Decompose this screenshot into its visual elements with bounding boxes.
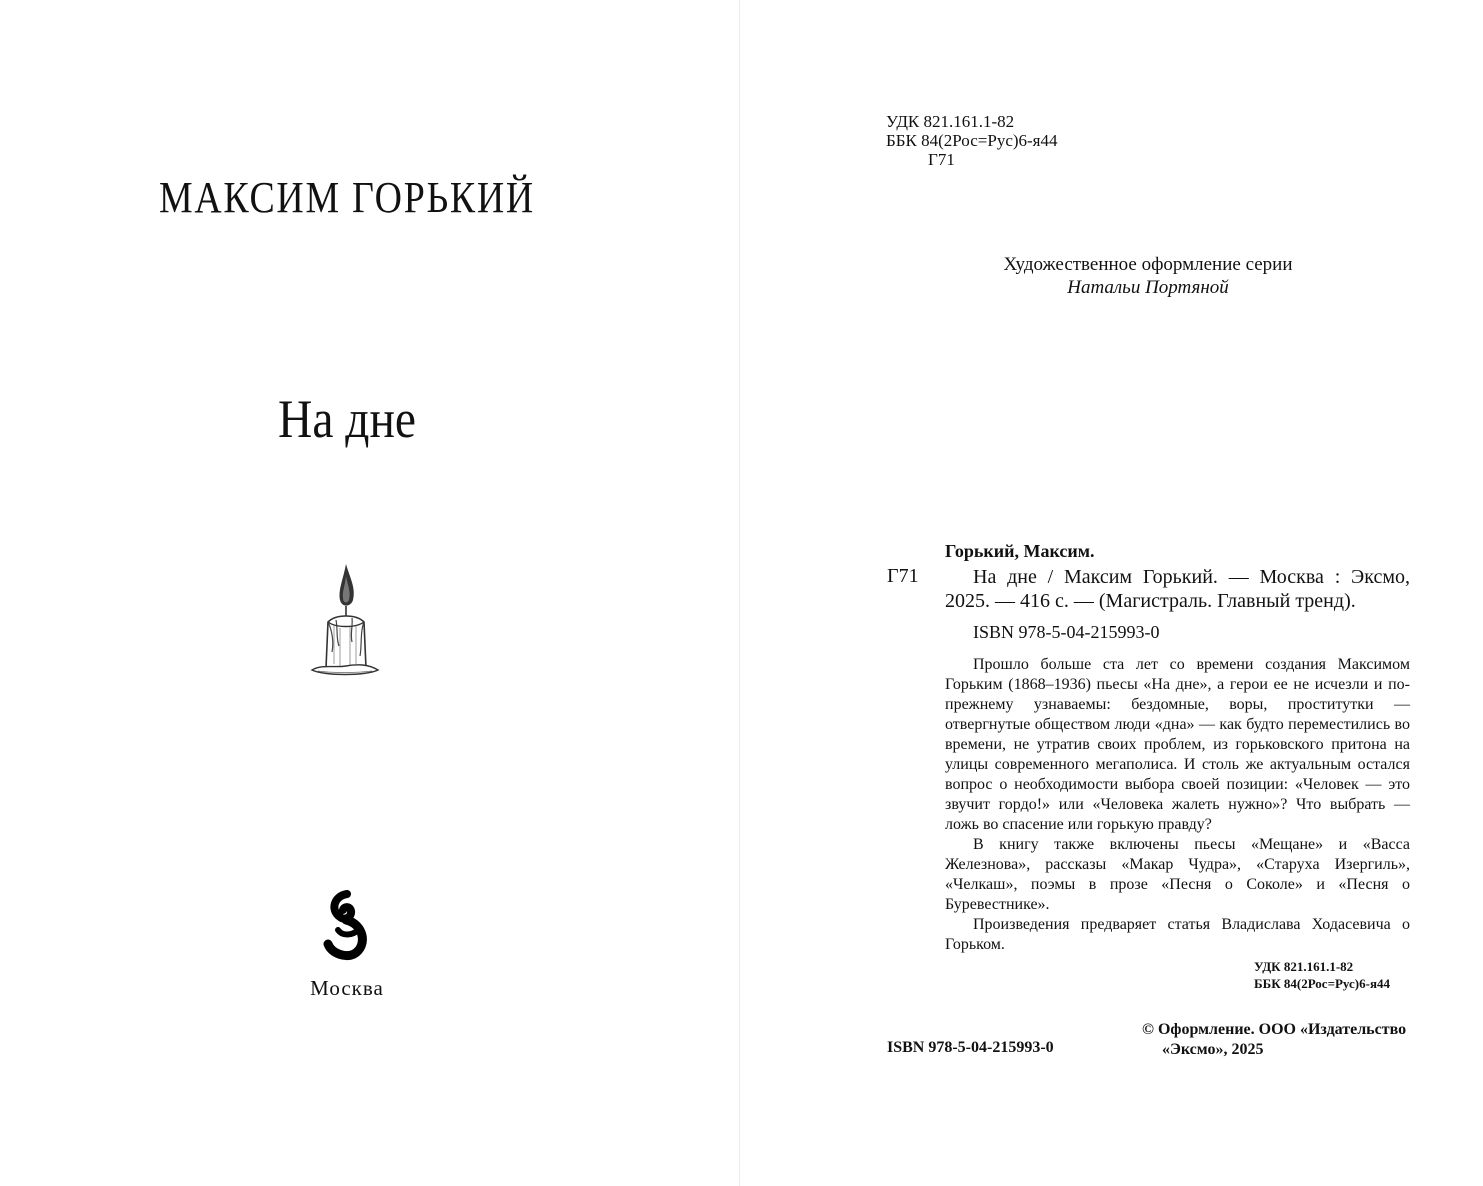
classification-codes: [886, 112, 1058, 169]
classification-codes-small: [1254, 958, 1390, 992]
title-page: [0, 0, 739, 1186]
bbk-code-small: ББК 84(2Рос=Рус)6-я44: [1254, 976, 1390, 991]
imprint-page: [740, 0, 1483, 1186]
copyright-line: «Эксмо», 2025: [1162, 1041, 1264, 1058]
book-title: На дне: [278, 389, 416, 449]
udk-code-small: УДК 821.161.1-82: [1254, 959, 1354, 974]
catalog-entry-description: На дне / Максим Горький. — Москва : Эксмо, 2025. — 416 с. — (Магистраль. Главный тренд).: [945, 566, 1410, 612]
catalog-entry-author: Горький, Максим.: [945, 541, 1095, 561]
copyright-notice: [1142, 1020, 1412, 1060]
annotation-paragraph: В книгу также включены пьесы «Мещане» и «Васса Железнова», рассказы «Макар Чудра», «Старуха Изергиль», «Челкаш», поэмы в прозе «Песня о Соколе» и «Песня о Буревестнике».: [945, 836, 1410, 913]
catalog-entry-code: Г71: [887, 565, 919, 587]
bbk-code: ББК 84(2Рос=Рус)6-я44: [886, 131, 1058, 150]
series-design-credit: [940, 253, 1356, 299]
isbn-footer: ISBN 978-5-04-215993-0: [887, 1039, 1054, 1056]
book-author: МАКСИМ ГОРЬКИЙ: [159, 173, 535, 222]
udk-code: УДК 821.161.1-82: [886, 112, 1015, 131]
annotation-paragraph: Прошло больше ста лет со времени создания Максимом Горьким (1868–1936) пьесы «На дне», а герои ее не исчезли и по-прежнему узнаваемы: бездомные, воры, проститутки — отвергнутые обществом люди «дна» — как будто переместились во времени, не утратив своих проблем, из горьковского притона на улицы современного мегаполиса. И столь же актуальным остался вопрос о необходимости выбора своей позиции: «Человек — это звучит гордо!» или «Человека жалеть нужно»? Что выбрать — ложь во спасение или горькую правду?: [945, 656, 1410, 833]
annotation-paragraph: Произведения предваряет статья Владислава Ходасевича о Горьком.: [945, 916, 1410, 953]
copyright-line: © Оформление. ООО «Издательство: [1142, 1021, 1407, 1038]
book-annotation: [945, 655, 1410, 955]
designer-name: Натальи Портяной: [1067, 277, 1229, 298]
publisher-city: Москва: [310, 976, 384, 1000]
design-credit-line: Художественное оформление серии: [1003, 254, 1293, 275]
author-sign: Г71: [928, 150, 955, 169]
catalog-entry-isbn: ISBN 978-5-04-215993-0: [973, 622, 1160, 642]
eksmo-logo-icon: [318, 890, 374, 962]
candle-icon: [306, 560, 382, 680]
